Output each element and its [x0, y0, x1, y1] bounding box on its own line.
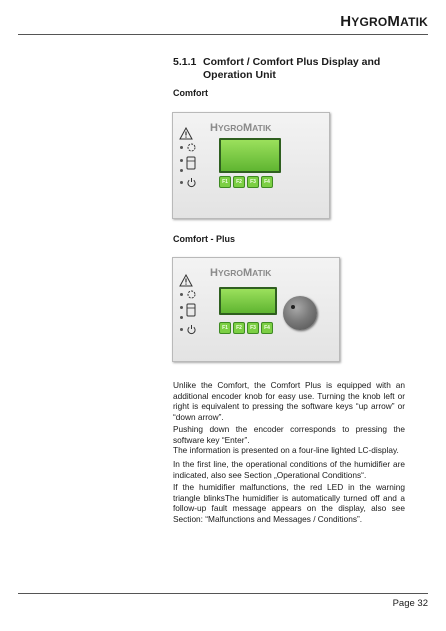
warning-triangle-icon: [179, 274, 193, 287]
panel-logo: HYGROMATIK: [210, 267, 272, 279]
status-led: [180, 306, 183, 309]
page-number: Page 32: [392, 598, 428, 609]
cylinder-icon: [185, 155, 197, 171]
status-led: [180, 146, 183, 149]
power-icon: [186, 324, 197, 335]
logo-letters-ygro: YGRO: [351, 15, 388, 29]
f4-key: F4: [261, 322, 273, 334]
logo-letters-atik: ATIK: [400, 15, 428, 29]
status-led: [180, 169, 183, 172]
paragraph: If the humidifier malfunctions, the red LED in the warning triangle blinksThe humidifier is automatically turned off and a follow-up fault message appears on the display, also see Section: “Malfunctions and Messages / Conditions”.: [173, 482, 405, 524]
status-led: [180, 328, 183, 331]
maintenance-icon: [186, 289, 197, 300]
paragraph: Unlike the Comfort, the Comfort Plus is equipped with an additional encoder knob for easy use. Turning the knob left or right is equivalent to pressing the software keys “up arrow” or “down arrow”.: [173, 380, 405, 422]
footer-divider: [18, 593, 428, 594]
paragraph: In the first line, the operational conditions of the humidifier are indicated, also see Section „Operational Conditions“.: [173, 459, 405, 480]
maintenance-icon: [186, 142, 197, 153]
f2-key: F2: [233, 176, 245, 188]
figure-label-comfort: Comfort: [173, 88, 208, 98]
section-number: 5.1.1: [173, 56, 197, 68]
brand-logo: [340, 13, 428, 30]
comfort-panel-image: [172, 112, 330, 219]
cylinder-icon: [185, 302, 197, 318]
f2-key: F2: [233, 322, 245, 334]
warning-triangle-icon: [179, 127, 193, 140]
paragraph: The information is presented on a four-line lighted LC-display.: [173, 445, 399, 455]
comfort-plus-panel-image: [172, 257, 340, 362]
figure-label-comfort-plus: Comfort - Plus: [173, 234, 235, 244]
status-led: [180, 181, 183, 184]
status-led: [180, 293, 183, 296]
f3-key: F3: [247, 176, 259, 188]
section-title: Comfort / Comfort Plus Display and Operation Unit: [203, 56, 381, 81]
lcd-display: [219, 287, 277, 315]
f1-key: F1: [219, 176, 231, 188]
panel-logo: HYGROMATIK: [210, 122, 272, 134]
status-led: [180, 316, 183, 319]
status-led: [180, 159, 183, 162]
f1-key: F1: [219, 322, 231, 334]
lcd-display: [219, 138, 281, 173]
f4-key: F4: [261, 176, 273, 188]
logo-letter-m: M: [387, 13, 401, 30]
header-divider: [18, 34, 428, 35]
knob-indicator-dot: [291, 305, 295, 309]
logo-letter-h: H: [340, 13, 352, 30]
paragraph: Pushing down the encoder corresponds to pressing the software key “Enter”.: [173, 424, 405, 445]
f3-key: F3: [247, 322, 259, 334]
power-icon: [186, 177, 197, 188]
encoder-knob: [283, 296, 317, 330]
